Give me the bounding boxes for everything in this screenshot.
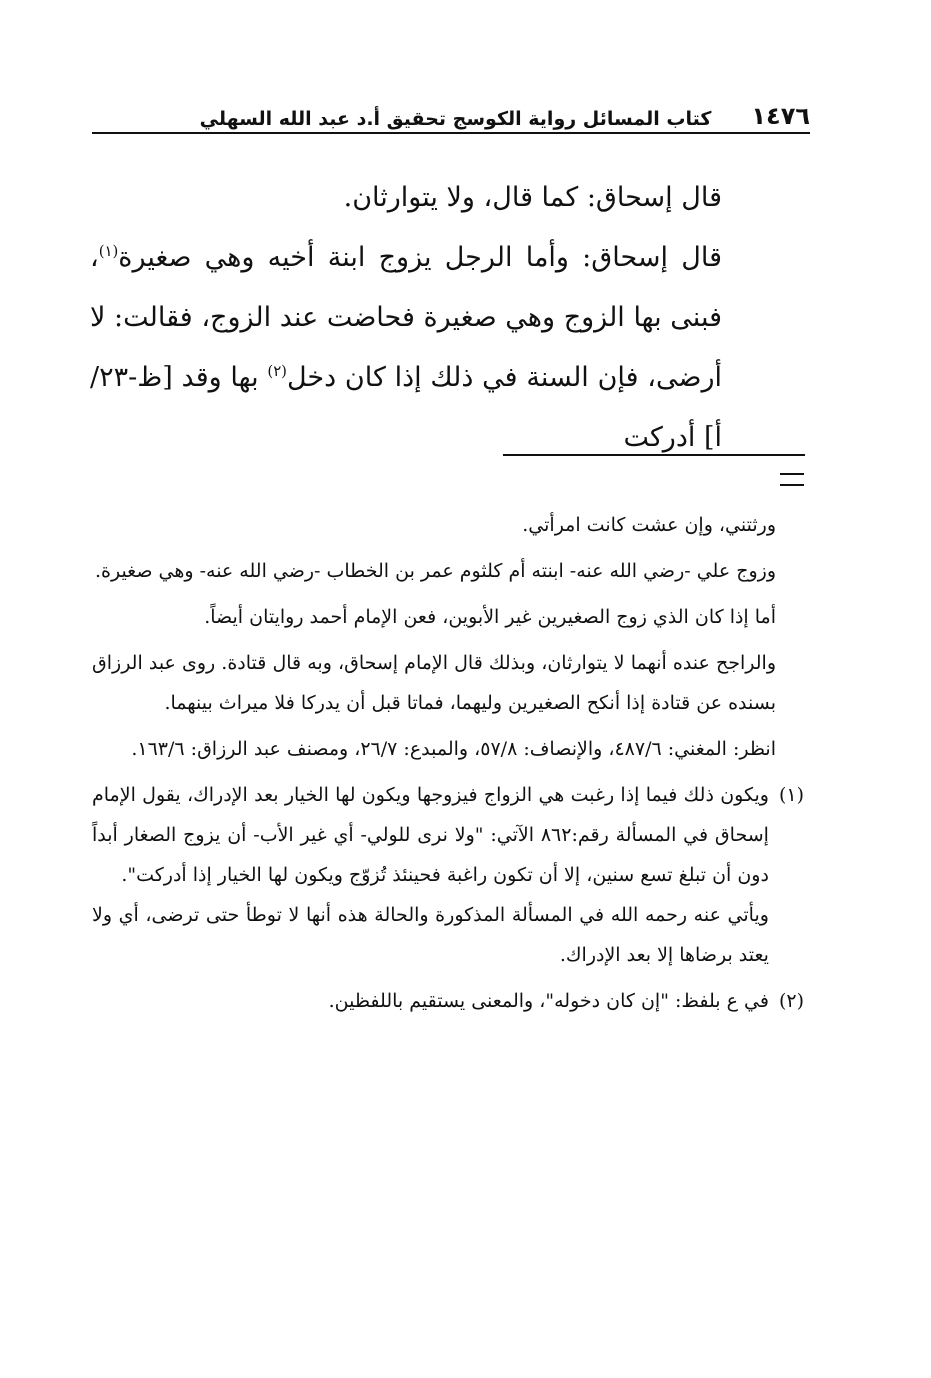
main-paragraph-1 — [90, 168, 722, 228]
main-paragraph-2-text-b: ، فبنى بها الزوج وهي صغيرة فحاضت عند الزوج، فقالت: لا أرضى، فإن السنة في ذلك إذا كان دخل — [90, 242, 722, 393]
footnote-continuation-line: وزوج علي -رضي الله عنه- ابنته أم كلثوم عمر بن الخطاب -رضي الله عنه- وهي صغيرة. — [94, 560, 776, 582]
page-header — [92, 86, 810, 130]
footnote-ref-2[interactable]: (٢) — [267, 362, 287, 380]
footnote-1-body — [92, 775, 769, 975]
page-number: ١٤٧٦ — [751, 102, 810, 130]
footnote-continuation-line: انظر: المغني: ٤٨٧/٦، والإنصاف: ٥٧/٨، والمبدع: ٢٦/٧، ومصنف عبد الرزاق: ١٦٣/٦. — [131, 738, 776, 760]
running-title: كتاب المسائل رواية الكوسج تحقيق أ.د عبد الله السهلي — [199, 108, 712, 130]
main-text — [90, 168, 722, 468]
footnotes — [92, 505, 804, 1027]
footnote-ref-1[interactable]: (١) — [98, 242, 119, 260]
footnote-2 — [92, 981, 804, 1021]
main-paragraph-2-text-c: بها وقد [ظ-٢٣/أ] أدركت — [90, 362, 722, 453]
footnote-1-paragraph: ويأتي عنه رحمه الله في المسألة المذكورة والحالة هذه أنها لا توطأ حتى ترضى، أي ولا يعتد برضاها إلا بعد الإدراك. — [92, 904, 769, 966]
footnote-1 — [92, 775, 804, 975]
footnote-2-number: (٢) — [778, 990, 804, 1012]
footnote-separator — [503, 454, 805, 456]
main-paragraph-2-text-a: قال إسحاق: وأما الرجل يزوج ابنة أخيه وهي صغيرة — [118, 242, 722, 273]
footnote-continuation-line: أما إذا كان الذي زوج الصغيرين غير الأبوين، فعن الإمام أحمد روايتان أيضاً. — [204, 606, 776, 628]
footnote-1-number: (١) — [778, 784, 804, 806]
footnote-continuation-line: ورثتني، وإن عشت كانت امرأتي. — [522, 514, 776, 536]
footnote-2-body: في ع بلفظ: "إن كان دخوله"، والمعنى يستقيم باللفظين. — [328, 990, 769, 1012]
header-rule — [92, 132, 810, 134]
footnote-continuation-line: والراجح عنده أنهما لا يتوارثان، وبذلك قال الإمام إسحاق، وبه قال قتادة. روى عبد الرزاق بسنده عن قتادة إذا أنكح الصغيرين وليهما، فماتا قبل أن يدركا فلا ميراث بينهما. — [92, 652, 776, 714]
main-paragraph-1-text: قال إسحاق: كما قال، ولا يتوارثان. — [343, 182, 722, 213]
main-paragraph-2 — [90, 228, 722, 468]
footnote-1-paragraph: ويكون ذلك فيما إذا رغبت هي الزواج فيزوجها ويكون لها الخيار بعد الإدراك، يقول الإمام إسحاق في المسألة رقم:٨٦٢ الآتي: "ولا نرى للولي- أي غير الأب- أن يزوج الصغار أبداً دون أن تبلغ تسع سنين، إلا أن تكون راغبة فحينئذ تُزوّج ويكون لها الخيار إذا أدركت". — [92, 784, 769, 886]
footnote-continuation-mark — [780, 473, 804, 486]
